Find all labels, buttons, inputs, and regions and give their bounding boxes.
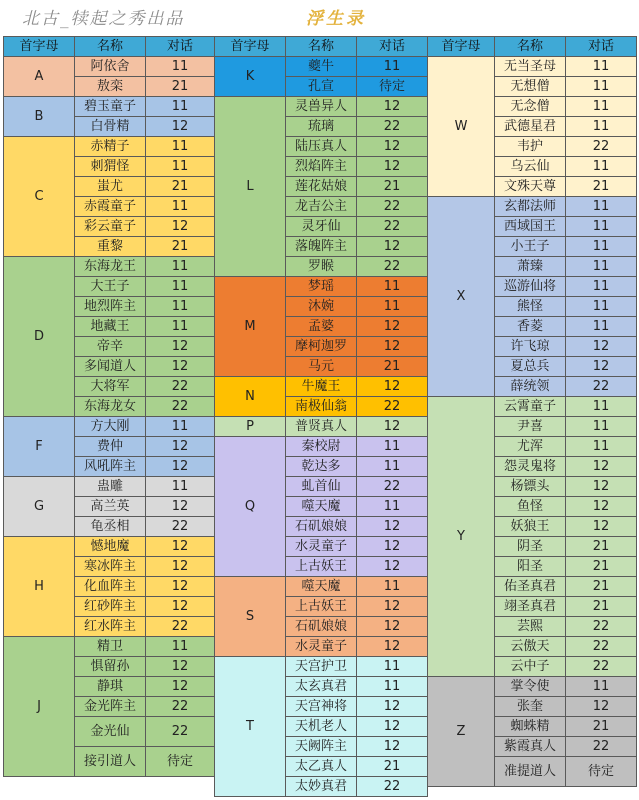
- character-name: 红水阵主: [74, 616, 146, 637]
- dialogue-count: 12: [145, 556, 215, 577]
- header-name-2: 名称: [285, 36, 357, 57]
- character-name: 化血阵主: [74, 576, 146, 597]
- initial-letter-y: Y: [427, 396, 495, 677]
- character-name: 紫霞真人: [494, 736, 566, 757]
- character-name: 云傲天: [494, 636, 566, 657]
- dialogue-count: 11: [356, 456, 428, 477]
- character-name: 陆压真人: [285, 136, 357, 157]
- dialogue-count: 11: [565, 196, 637, 217]
- character-name: 石矶娘娘: [285, 516, 357, 537]
- initial-letter-f: F: [3, 416, 75, 477]
- initial-letter-c: C: [3, 136, 75, 257]
- character-name: 沐婉: [285, 296, 357, 317]
- character-name: 张奎: [494, 696, 566, 717]
- character-name: 风吼阵主: [74, 456, 146, 477]
- character-name: 寒冰阵主: [74, 556, 146, 577]
- character-name: 天宫护卫: [285, 656, 357, 677]
- character-name: 琉璃: [285, 116, 357, 137]
- dialogue-count: 12: [356, 136, 428, 157]
- character-name: 东海龙王: [74, 256, 146, 277]
- dialogue-count: 12: [356, 156, 428, 177]
- dialogue-count: 21: [356, 356, 428, 377]
- dialogue-count: 12: [145, 596, 215, 617]
- dialogue-count: 22: [565, 636, 637, 657]
- character-name: 方大刚: [74, 416, 146, 437]
- character-name: 梦瑶: [285, 276, 357, 297]
- dialogue-count: 12: [356, 736, 428, 757]
- character-name: 马元: [285, 356, 357, 377]
- dialogue-count: 待定: [565, 756, 637, 787]
- initial-letter-s: S: [214, 576, 286, 657]
- dialogue-count: 11: [145, 316, 215, 337]
- dialogue-count: 11: [145, 416, 215, 437]
- character-name: 金光仙: [74, 716, 146, 747]
- character-name: 天阙阵主: [285, 736, 357, 757]
- dialogue-count: 12: [145, 576, 215, 597]
- header-name-1: 名称: [74, 36, 146, 57]
- initial-letter-p: P: [214, 416, 286, 437]
- character-name: 尤浑: [494, 436, 566, 457]
- dialogue-count: 22: [356, 216, 428, 237]
- character-name: 帝辛: [74, 336, 146, 357]
- dialogue-count: 22: [145, 376, 215, 397]
- dialogue-count: 11: [145, 136, 215, 157]
- initial-letter-d: D: [3, 256, 75, 417]
- dialogue-count: 21: [145, 236, 215, 257]
- dialogue-count: 待定: [145, 746, 215, 777]
- dialogue-count: 11: [145, 56, 215, 77]
- character-name: 西域国王: [494, 216, 566, 237]
- dialogue-count: 11: [356, 296, 428, 317]
- character-name: 赤精子: [74, 136, 146, 157]
- character-name: 落魄阵主: [285, 236, 357, 257]
- character-name: 翊圣真君: [494, 596, 566, 617]
- character-name: 龟丞相: [74, 516, 146, 537]
- dialogue-count: 12: [356, 536, 428, 557]
- dialogue-count: 12: [565, 476, 637, 497]
- dialogue-count: 12: [356, 716, 428, 737]
- character-name: 孔宣: [285, 76, 357, 97]
- dialogue-count: 12: [565, 336, 637, 357]
- initial-letter-z: Z: [427, 676, 495, 787]
- character-name: 碧玉童子: [74, 96, 146, 117]
- dialogue-count: 12: [356, 616, 428, 637]
- dialogue-count: 12: [145, 436, 215, 457]
- dialogue-count: 12: [145, 356, 215, 377]
- character-name: 南极仙翁: [285, 396, 357, 417]
- initial-letter-w: W: [427, 56, 495, 197]
- character-name: 蛊雕: [74, 476, 146, 497]
- dialogue-count: 22: [145, 616, 215, 637]
- character-name: 罗睺: [285, 256, 357, 277]
- dialogue-count: 12: [356, 636, 428, 657]
- dialogue-count: 12: [145, 536, 215, 557]
- character-name: 高兰英: [74, 496, 146, 517]
- dialogue-count: 11: [565, 296, 637, 317]
- character-name: 白骨精: [74, 116, 146, 137]
- sheet-title: 浮生录: [306, 9, 366, 29]
- character-name: 蚩尤: [74, 176, 146, 197]
- character-name: 无当圣母: [494, 56, 566, 77]
- character-name: 刺猬怪: [74, 156, 146, 177]
- dialogue-count: 21: [565, 576, 637, 597]
- dialogue-count: 22: [565, 736, 637, 757]
- dialogue-count: 11: [565, 76, 637, 97]
- dialogue-count: 12: [356, 336, 428, 357]
- dialogue-count: 11: [565, 416, 637, 437]
- character-name: 香菱: [494, 316, 566, 337]
- character-name: 龙吉公主: [285, 196, 357, 217]
- dialogue-count: 11: [565, 676, 637, 697]
- dialogue-count: 11: [145, 96, 215, 117]
- dialogue-count: 12: [145, 336, 215, 357]
- dialogue-count: 12: [356, 596, 428, 617]
- dialogue-count: 21: [565, 556, 637, 577]
- character-name: 灵牙仙: [285, 216, 357, 237]
- dialogue-count: 11: [565, 216, 637, 237]
- dialogue-count: 22: [145, 396, 215, 417]
- character-name: 东海龙女: [74, 396, 146, 417]
- dialogue-count: 11: [565, 56, 637, 77]
- character-name: 阿依舍: [74, 56, 146, 77]
- dialogue-count: 12: [356, 376, 428, 397]
- initial-letter-a: A: [3, 56, 75, 97]
- character-name: 妖狼王: [494, 516, 566, 537]
- dialogue-count: 12: [565, 496, 637, 517]
- dialogue-count: 12: [356, 516, 428, 537]
- character-name: 莲花姑娘: [285, 176, 357, 197]
- header-letter-1: 首字母: [3, 36, 75, 57]
- character-name: 金光阵主: [74, 696, 146, 717]
- dialogue-count: 11: [565, 436, 637, 457]
- character-name: 费仲: [74, 436, 146, 457]
- dialogue-count: 待定: [356, 76, 428, 97]
- character-name: 太妙真君: [285, 776, 357, 797]
- dialogue-count: 21: [356, 176, 428, 197]
- dialogue-count: 22: [145, 716, 215, 747]
- character-name: 静琪: [74, 676, 146, 697]
- header-dialogue-2: 对话: [356, 36, 428, 57]
- character-name: 芸熙: [494, 616, 566, 637]
- character-name: 重黎: [74, 236, 146, 257]
- character-name: 无想僧: [494, 76, 566, 97]
- dialogue-count: 21: [565, 716, 637, 737]
- character-name: 上古妖王: [285, 556, 357, 577]
- character-name: 接引道人: [74, 746, 146, 777]
- dialogue-count: 11: [565, 396, 637, 417]
- character-name: 玄都法师: [494, 196, 566, 217]
- dialogue-count: 22: [565, 376, 637, 397]
- character-name: 巡游仙将: [494, 276, 566, 297]
- character-name: 烈焰阵主: [285, 156, 357, 177]
- character-name: 阴圣: [494, 536, 566, 557]
- character-name: 天机老人: [285, 716, 357, 737]
- character-name: 水灵童子: [285, 536, 357, 557]
- dialogue-count: 22: [145, 516, 215, 537]
- dialogue-count: 11: [565, 96, 637, 117]
- dialogue-count: 22: [356, 776, 428, 797]
- character-name: 韦护: [494, 136, 566, 157]
- character-name: 噬天魔: [285, 576, 357, 597]
- dialogue-count: 11: [565, 256, 637, 277]
- dialogue-count: 12: [356, 316, 428, 337]
- character-name: 杨镖头: [494, 476, 566, 497]
- dialogue-count: 11: [565, 316, 637, 337]
- character-name: 憾地魔: [74, 536, 146, 557]
- header-name-3: 名称: [494, 36, 566, 57]
- character-name: 天宫神将: [285, 696, 357, 717]
- dialogue-count: 11: [145, 636, 215, 657]
- dialogue-count: 11: [356, 56, 428, 77]
- character-name: 小王子: [494, 236, 566, 257]
- character-name: 摩柯迦罗: [285, 336, 357, 357]
- character-name: 灵兽异人: [285, 96, 357, 117]
- character-name: 地藏王: [74, 316, 146, 337]
- dialogue-count: 11: [565, 276, 637, 297]
- dialogue-count: 12: [356, 556, 428, 577]
- initial-letter-k: K: [214, 56, 286, 97]
- character-name: 石矶娘娘: [285, 616, 357, 637]
- dialogue-count: 11: [145, 256, 215, 277]
- dialogue-count: 11: [145, 156, 215, 177]
- dialogue-count: 21: [565, 596, 637, 617]
- dialogue-count: 22: [356, 196, 428, 217]
- dialogue-count: 12: [145, 456, 215, 477]
- character-name: 尹喜: [494, 416, 566, 437]
- character-name: 红砂阵主: [74, 596, 146, 617]
- character-name: 萧臻: [494, 256, 566, 277]
- dialogue-count: 22: [565, 656, 637, 677]
- dialogue-count: 22: [565, 136, 637, 157]
- header-dialogue-1: 对话: [145, 36, 215, 57]
- dialogue-count: 11: [145, 296, 215, 317]
- dialogue-count: 22: [356, 256, 428, 277]
- dialogue-count: 12: [565, 516, 637, 537]
- publisher-credit: 北古_犊起之秀出品: [22, 9, 185, 29]
- dialogue-count: 12: [565, 356, 637, 377]
- character-name: 许飞琼: [494, 336, 566, 357]
- dialogue-count: 11: [356, 576, 428, 597]
- character-name: 太玄真君: [285, 676, 357, 697]
- character-name: 薛统领: [494, 376, 566, 397]
- character-name: 上古妖王: [285, 596, 357, 617]
- dialogue-count: 11: [356, 656, 428, 677]
- dialogue-count: 11: [356, 276, 428, 297]
- initial-letter-n: N: [214, 376, 286, 417]
- initial-letter-m: M: [214, 276, 286, 377]
- character-name: 精卫: [74, 636, 146, 657]
- character-name: 地烈阵主: [74, 296, 146, 317]
- dialogue-count: 11: [565, 236, 637, 257]
- character-name: 夏总兵: [494, 356, 566, 377]
- character-name: 鱼怪: [494, 496, 566, 517]
- character-name: 敖栾: [74, 76, 146, 97]
- dialogue-count: 21: [356, 756, 428, 777]
- initial-letter-l: L: [214, 96, 286, 277]
- dialogue-count: 12: [356, 96, 428, 117]
- character-name: 乌云仙: [494, 156, 566, 177]
- header-dialogue-3: 对话: [565, 36, 637, 57]
- character-name: 太乙真人: [285, 756, 357, 777]
- character-name: 怨灵鬼将: [494, 456, 566, 477]
- character-name: 孟婆: [285, 316, 357, 337]
- dialogue-count: 22: [356, 476, 428, 497]
- initial-letter-h: H: [3, 536, 75, 637]
- dialogue-count: 12: [356, 416, 428, 437]
- header-letter-3: 首字母: [427, 36, 495, 57]
- character-name: 熊怪: [494, 296, 566, 317]
- character-name: 武德星君: [494, 116, 566, 137]
- character-name: 多闻道人: [74, 356, 146, 377]
- initial-letter-g: G: [3, 476, 75, 537]
- dialogue-count: 12: [145, 216, 215, 237]
- character-name: 云霄童子: [494, 396, 566, 417]
- dialogue-count: 22: [356, 396, 428, 417]
- character-name: 噬天魔: [285, 496, 357, 517]
- character-name: 蜘蛛精: [494, 716, 566, 737]
- character-name: 大王子: [74, 276, 146, 297]
- dialogue-count: 12: [565, 456, 637, 477]
- character-name: 牛魔王: [285, 376, 357, 397]
- initial-letter-q: Q: [214, 436, 286, 577]
- dialogue-count: 11: [145, 196, 215, 217]
- dialogue-count: 12: [565, 696, 637, 717]
- initial-letter-b: B: [3, 96, 75, 137]
- dialogue-count: 22: [565, 616, 637, 637]
- character-name: 乾达多: [285, 456, 357, 477]
- character-name: 掌令使: [494, 676, 566, 697]
- dialogue-count: 21: [565, 176, 637, 197]
- character-name: 云中子: [494, 656, 566, 677]
- character-name: 秦校尉: [285, 436, 357, 457]
- dialogue-count: 11: [356, 496, 428, 517]
- character-name: 无念僧: [494, 96, 566, 117]
- initial-letter-j: J: [3, 636, 75, 777]
- dialogue-count: 12: [356, 696, 428, 717]
- dialogue-count: 12: [145, 496, 215, 517]
- initial-letter-t: T: [214, 656, 286, 797]
- dialogue-count: 22: [356, 116, 428, 137]
- dialogue-count: 21: [565, 536, 637, 557]
- character-name: 惧留孙: [74, 656, 146, 677]
- dialogue-count: 12: [145, 656, 215, 677]
- character-name: 虬首仙: [285, 476, 357, 497]
- dialogue-count: 21: [145, 76, 215, 97]
- dialogue-count: 11: [565, 156, 637, 177]
- dialogue-count: 11: [145, 276, 215, 297]
- character-name: 普贤真人: [285, 416, 357, 437]
- dialogue-count: 11: [145, 476, 215, 497]
- character-name: 佑圣真君: [494, 576, 566, 597]
- character-name: 赤霞童子: [74, 196, 146, 217]
- character-name: 夔牛: [285, 56, 357, 77]
- dialogue-count: 22: [145, 696, 215, 717]
- character-name: 水灵童子: [285, 636, 357, 657]
- dialogue-count: 11: [565, 116, 637, 137]
- dialogue-count: 11: [356, 436, 428, 457]
- character-name: 大将军: [74, 376, 146, 397]
- dialogue-count: 12: [356, 236, 428, 257]
- header-letter-2: 首字母: [214, 36, 286, 57]
- dialogue-count: 12: [145, 116, 215, 137]
- dialogue-count: 12: [145, 676, 215, 697]
- character-name: 阳圣: [494, 556, 566, 577]
- character-name: 彩云童子: [74, 216, 146, 237]
- initial-letter-x: X: [427, 196, 495, 397]
- dialogue-count: 21: [145, 176, 215, 197]
- dialogue-count: 11: [356, 676, 428, 697]
- character-name: 准提道人: [494, 756, 566, 787]
- character-name: 文殊天尊: [494, 176, 566, 197]
